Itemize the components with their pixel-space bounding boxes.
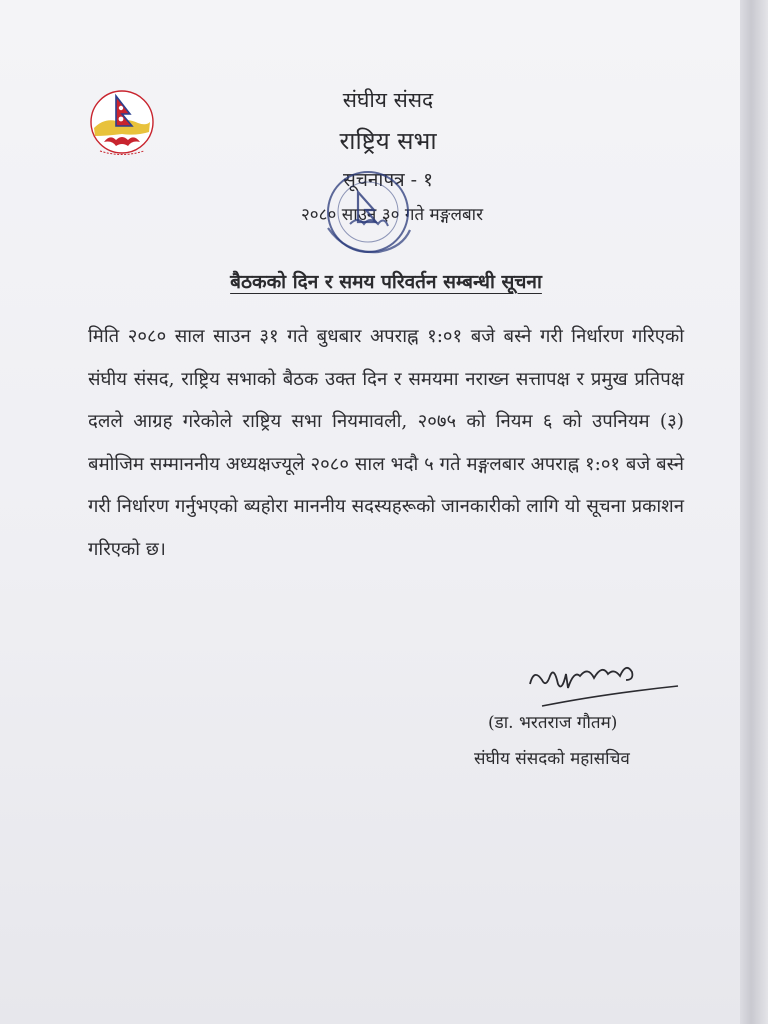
notice-body: मिति २०८० साल साउन ३१ गते बुधबार अपराह्न १:०१ बजे बस्ने गरी निर्धारण गरिएको संघीय संसद, राष्ट्रिय सभाको बैठक उक्त दिन र समयमा नराख्न सत्तापक्ष र प्रमुख प्रतिपक्ष दलले आग्रह गरेकोले राष्ट्रिय सभा नियमावली, २०७५ को नियम ६ को उपनियम (३) बमोजिम सम्माननीय अध्यक्षज्यूले २०८० साल भदौ ५ गते मङ्गलबार अपराह्न १:०१ बजे बस्ने गरी निर्धारण गर्नुभएको ब्यहोरा माननीय सदस्यहरूको जानकारीको लागि यो सूचना प्रकाशन गरिएको छ।	[88, 326, 685, 560]
header-assembly: राष्ट्रिय सभा	[339, 127, 437, 155]
signer-title: संघीय संसदको महासचिव	[474, 749, 630, 769]
header-date: २०८० साउन ३० गते मङ्गलबार	[300, 205, 484, 225]
handwritten-signature-icon	[522, 654, 682, 710]
header-parliament: संघीय संसद	[342, 88, 434, 112]
signer-name: (डा. भरतराज गौतम)	[488, 713, 618, 733]
notice-subject: बैठकको दिन र समय परिवर्तन सम्बन्धी सूचना	[230, 271, 542, 293]
parliament-seal-icon	[306, 168, 436, 268]
header-notice-number: सूचनापत्र - १	[342, 169, 434, 191]
